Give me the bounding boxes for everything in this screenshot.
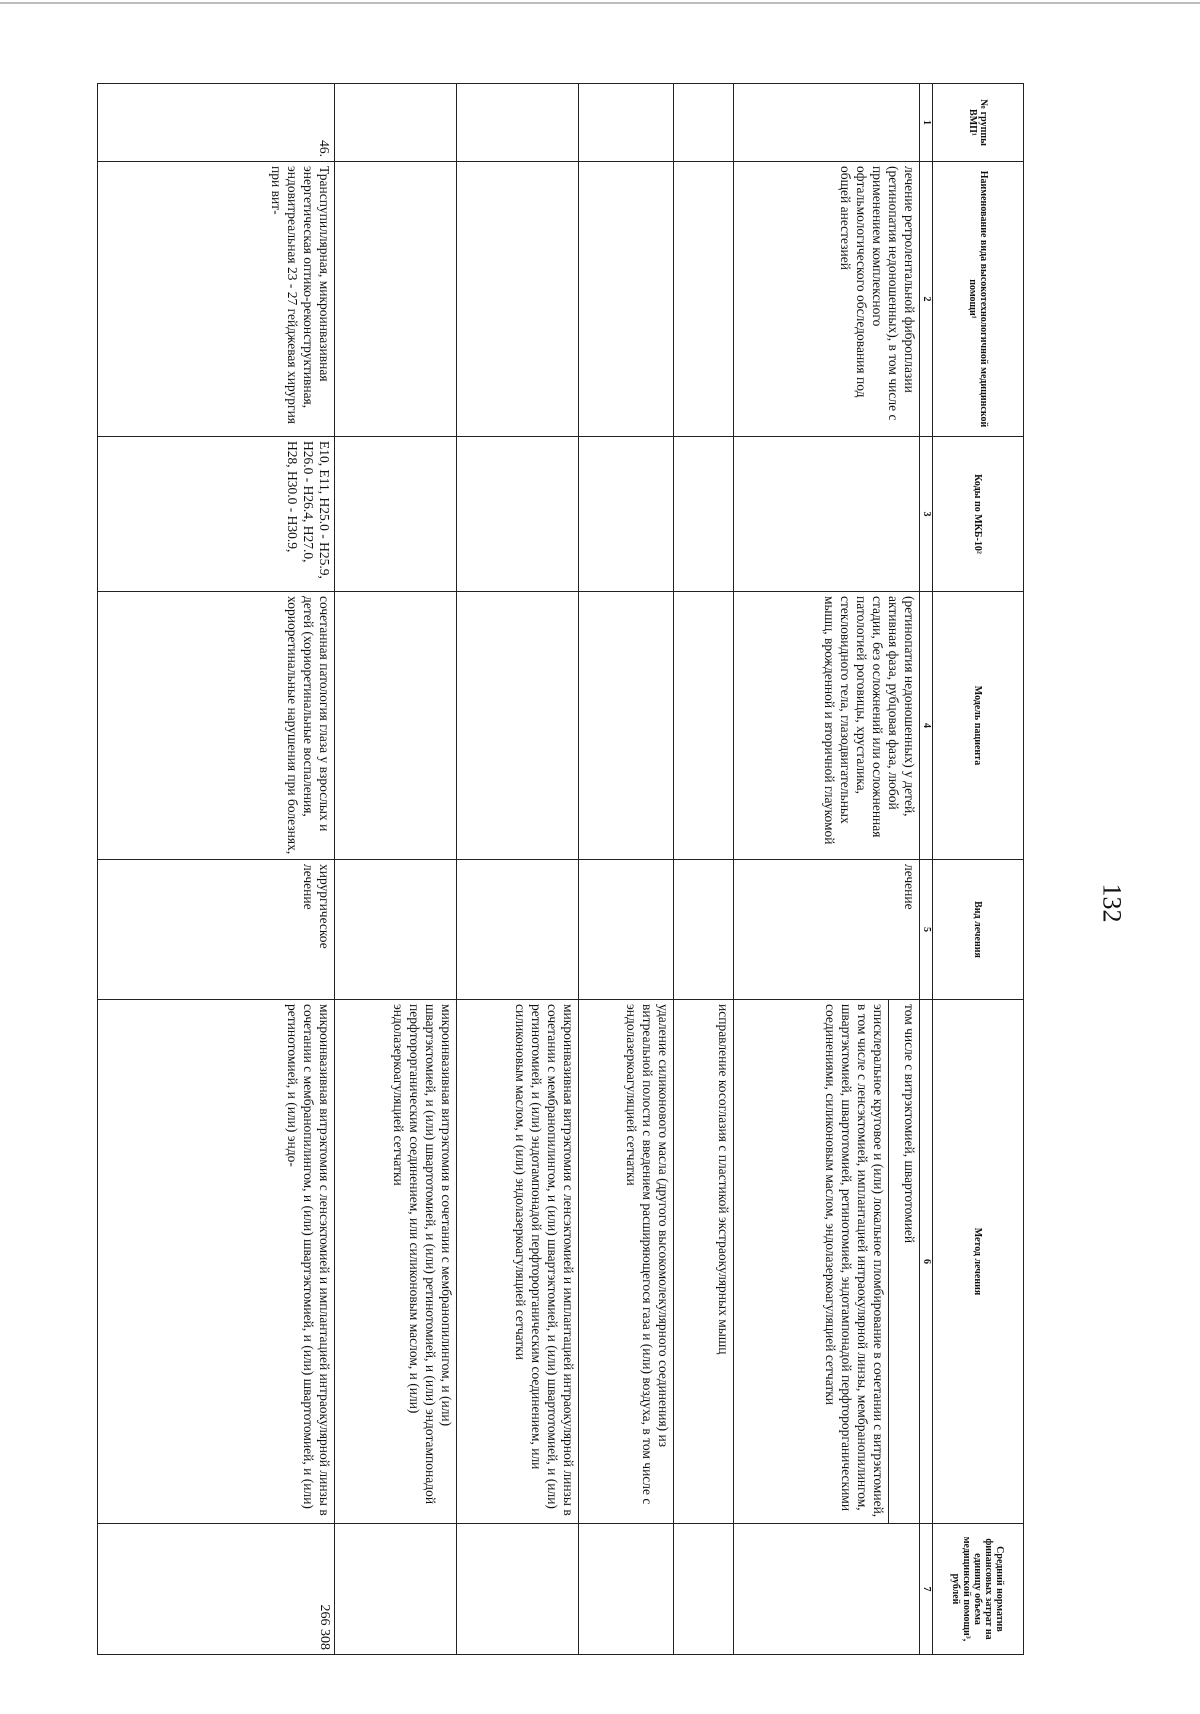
column-number-row: [920, 84, 933, 1655]
cell-model: сочетанная патология глаза у взрослых и детей (хориоретинальные воспаления, хориоретинальные нарушения при болезнях,: [98, 592, 335, 860]
header-treatment: Вид лечения: [933, 860, 1024, 1000]
cell-model: (ретинопатия недоношенных) у детей, активная фаза, рубцовая фаза, любой стадии, без осложнений или осложненная патологией роговицы, хрусталика, стекловидного тела, глазодвигательных мышц, врожденной и вторичной глаукомой: [734, 592, 920, 860]
method-part-b: эписклеральное круговое и (или) локальное пломбирование в сочетании с витрэктомией, в том числе с ленсэктомией, имплантацией интраокулярной линзы, мембранопилингом, швартэктомией, швартотомией, ретинотомией, эндотампонадой перфторорганическими соединениями, силиконовым маслом, эндолазеркоагуляцией сетчатки: [823, 1004, 886, 1518]
cell-codes: E10, E11, H25.0 - H25.9, H26.0 - H26.4, H27.0, H28, H30.0 - H30.9,: [98, 437, 335, 592]
cell-codes: [457, 437, 579, 592]
header-group: № группы ВМП¹: [933, 84, 1024, 162]
cell-method: микроинвазивная витрэктомия с ленсэктомией и имплантацией интраокулярной линзы в сочетании с мембранопилингом, и (или) швартэктомией, и (или) швартотомией, и (или) ретинотомией, и (или) эндо-: [98, 1000, 335, 1524]
cell-price: [674, 1524, 734, 1655]
table-row: [734, 84, 920, 1655]
cell-method: микроинвазивная витрэктомия с ленсэктомией и имплантацией интраокулярной линзы в сочетании с мембранопилингом, и (или) швартэктомией, и (или) швартотомией, и (или) ретинотомией, и (или) эндотампонадой перфторорганическим соединением, или силиконовым маслом, и (или) эндолазеркоагуляцией сетчатки: [457, 1000, 579, 1524]
cell-name: [674, 162, 734, 437]
vmp-table: [97, 83, 1024, 1655]
col-num: 1: [920, 84, 933, 162]
cell-group: 46.: [98, 84, 335, 162]
cell-model: [579, 592, 674, 860]
cell-codes: [335, 437, 457, 592]
cell-price: 266 308: [98, 1524, 335, 1655]
method-divider: [888, 1000, 889, 1523]
header-row: [933, 84, 1024, 1655]
header-model: Модель пациента: [933, 592, 1024, 860]
table-row: [579, 84, 674, 1655]
cell-treatment: хирургическое лечение: [98, 860, 335, 1000]
header-price: Средний норматив финансовых затрат на единицу объема медицинской помощи³, рублей: [933, 1524, 1024, 1655]
table-row: [98, 84, 335, 1655]
page-number: 132: [1097, 883, 1127, 923]
cell-group: [457, 84, 579, 162]
table-row: [335, 84, 457, 1655]
col-num: 5: [920, 860, 933, 1000]
cell-treatment: [674, 860, 734, 1000]
cell-group: [734, 84, 920, 162]
rotated-table-container: [97, 83, 1024, 1654]
cell-treatment: лечение: [734, 860, 920, 1000]
header-codes: Коды по МКБ-10²: [933, 437, 1024, 592]
cell-group: [674, 84, 734, 162]
table-row: [674, 84, 734, 1655]
cell-group: [335, 84, 457, 162]
cell-name: [335, 162, 457, 437]
cell-method: исправление косоглазия с пластикой экстраокулярных мышц: [674, 1000, 734, 1524]
cell-name: [579, 162, 674, 437]
cell-group: [579, 84, 674, 162]
cell-treatment: [335, 860, 457, 1000]
col-num: 2: [920, 162, 933, 437]
cell-price: [457, 1524, 579, 1655]
cell-treatment: [457, 860, 579, 1000]
cell-model: [674, 592, 734, 860]
col-num: 7: [920, 1524, 933, 1655]
cell-name: Транспупиллярная, микроинвазивная энергетическая оптико-реконструктивная, эндовитреальная 23 - 27 гейджевая хирургия при вит-: [98, 162, 335, 437]
cell-price: [734, 1524, 920, 1655]
col-num: 6: [920, 1000, 933, 1524]
cell-model: [335, 592, 457, 860]
table-row: [457, 84, 579, 1655]
cell-method: [734, 1000, 920, 1524]
header-name: Наименование вида высокотехнологичной медицинской помощи¹: [933, 162, 1024, 437]
cell-method: микроинвазивная витрэктомия в сочетании с мембранопилингом, и (или) швартэктомией, и (или) швартотомией, и (или) ретинотомией, и (или) эндотампонадой перфторорганическим соединением, или силиконовым маслом, и (или) эндолазеркоагуляцией сетчатки: [335, 1000, 457, 1524]
cell-name: [457, 162, 579, 437]
cell-treatment: [579, 860, 674, 1000]
cell-name: лечение ретролентальной фиброплазии (ретинопатия недоношенных), в том числе с применением комплексного офтальмологического обследования под общей анестезией: [734, 162, 920, 437]
cell-codes: [579, 437, 674, 592]
scan-edge-line: [0, 2, 1200, 4]
cell-method: удаление силиконового масла (другого высокомолекулярного соединения) из витреальной полости с введением расширяющегося газа и (или) воздуха, в том числе с эндолазеркоагуляцией сетчатки: [579, 1000, 674, 1524]
cell-codes: [734, 437, 920, 592]
col-num: 3: [920, 437, 933, 592]
method-part-a: том числе с витрэктомией, швартотомией: [902, 1004, 917, 1244]
header-method: Метод лечения: [933, 1000, 1024, 1524]
cell-price: [579, 1524, 674, 1655]
cell-price: [335, 1524, 457, 1655]
cell-model: [457, 592, 579, 860]
col-num: 4: [920, 592, 933, 860]
cell-codes: [674, 437, 734, 592]
